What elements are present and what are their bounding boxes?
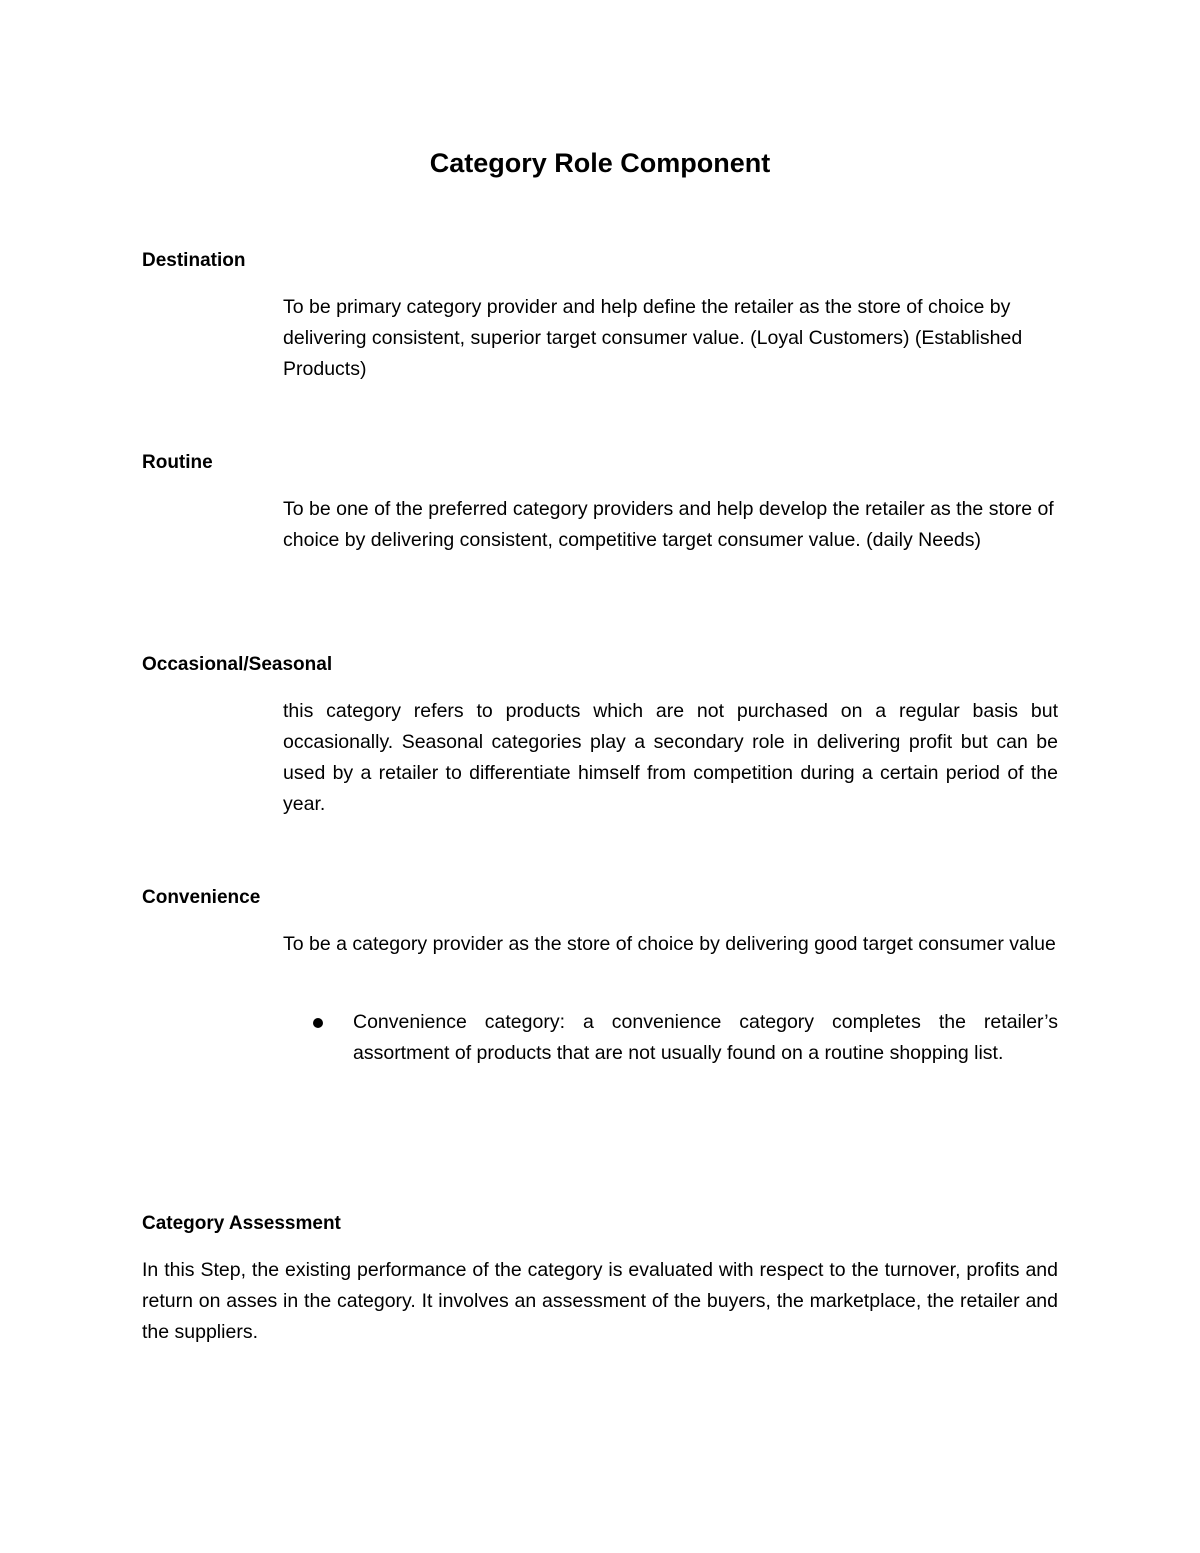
section-body-category-assessment: In this Step, the existing performance of the category is evaluated with respect to the turnover, profits and return on asses in the category. It involves an assessment of the buyers, the marketplace, the retailer and the suppliers. bbox=[142, 1259, 1058, 1343]
section-heading-category-assessment: Category Assessment bbox=[142, 1213, 341, 1234]
section-body-occasional-seasonal: this category refers to products which are not purchased on a regular basis but occasionally. Seasonal categories play a secondary role in delivering profit but can be used by a retailer to differentiate himself from competition during a certain period of the year. bbox=[283, 700, 1058, 815]
section-body-routine: To be one of the preferred category providers and help develop the retailer as the store of choice by delivering consistent, competitive target consumer value. (daily Needs) bbox=[283, 498, 1054, 551]
section-heading-routine: Routine bbox=[142, 452, 213, 473]
section-heading-convenience: Convenience bbox=[142, 887, 261, 908]
section-heading-destination: Destination bbox=[142, 250, 246, 271]
section-heading-occasional-seasonal: Occasional/Seasonal bbox=[142, 654, 333, 675]
document-title: Category Role Component bbox=[429, 148, 771, 178]
section-body-convenience: To be a category provider as the store of choice by delivering good target consumer value bbox=[283, 933, 1056, 955]
bullet-text-convenience-category: Convenience category: a convenience category completes the retailer’s assortment of products that are not usually found on a routine shopping list. bbox=[353, 1011, 1058, 1064]
bullet-icon bbox=[313, 1018, 323, 1028]
section-body-destination: To be primary category provider and help define the retailer as the store of choice by delivering consistent, superior target consumer value. (Loyal Customers) (Established Products) bbox=[283, 296, 1023, 380]
